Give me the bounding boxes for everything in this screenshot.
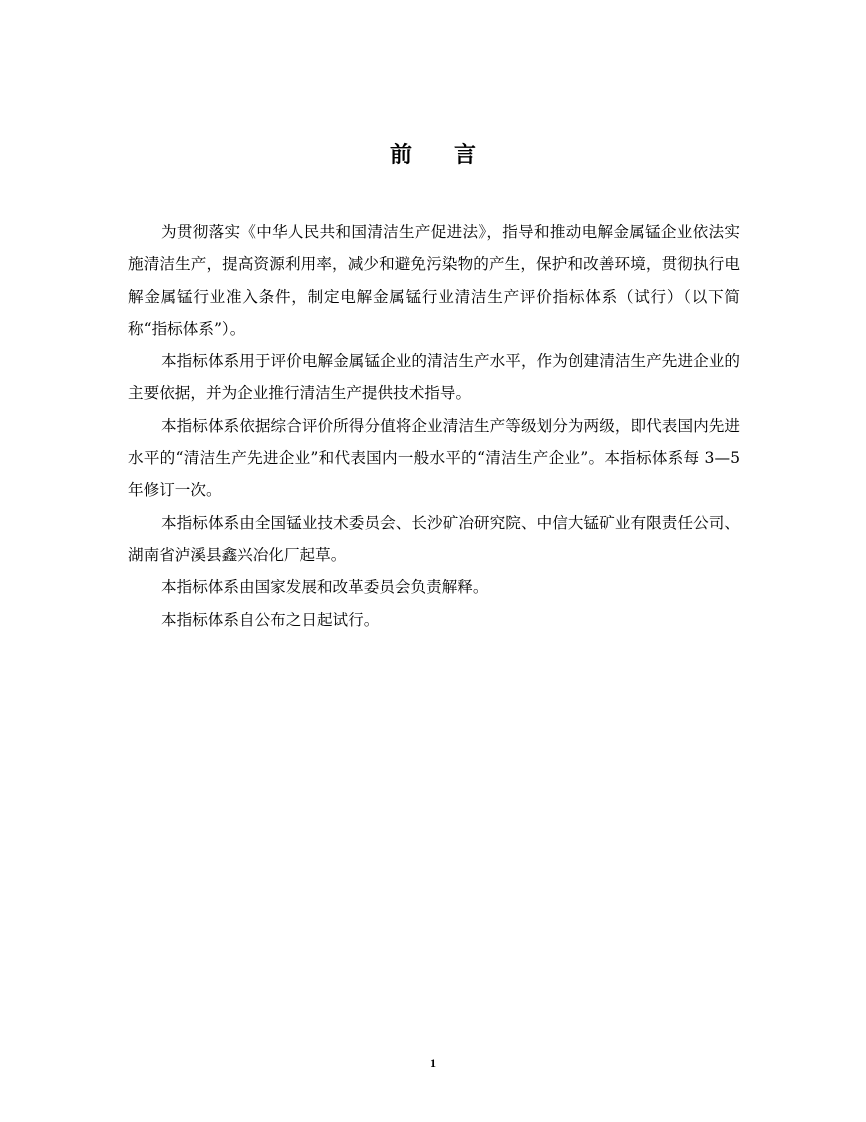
paragraph-3: 本指标体系依据综合评价所得分值将企业清洁生产等级划分为两级，即代表国内先进水平的“清洁生产先进企业”和代表国内一般水平的“清洁生产企业”。本指标体系每 3—5 年修订一次。 bbox=[128, 416, 740, 500]
title-char-1: 前 bbox=[389, 142, 412, 168]
page-number: 1 bbox=[430, 1056, 436, 1070]
title-char-2: 言 bbox=[454, 142, 477, 168]
paragraph-5: 本指标体系由国家发展和改革委员会负责解释。 bbox=[161, 578, 489, 597]
paragraph-1: 为贯彻落实《中华人民共和国清洁生产促进法》，指导和推动电解金属锰企业依法实施清洁生产，提高资源利用率，减少和避免污染物的产生，保护和改善环境，贯彻执行电解金属锰行业准入条件，制定电解金属锰行业清洁生产评价指标体系（试行）（以下简称“指标体系”）。 bbox=[128, 223, 740, 338]
foreword-body bbox=[128, 216, 740, 636]
page-title bbox=[0, 140, 866, 170]
paragraph-2: 本指标体系用于评价电解金属锰企业的清洁生产水平，作为创建清洁生产先进企业的主要依据，并为企业推行清洁生产提供技术指导。 bbox=[128, 352, 740, 403]
paragraph-6: 本指标体系自公布之日起试行。 bbox=[161, 610, 380, 629]
paragraph-4: 本指标体系由全国锰业技术委员会、长沙矿冶研究院、中信大锰矿业有限责任公司、 湖南省泸溪县鑫兴冶化厂起草。 bbox=[128, 513, 740, 564]
